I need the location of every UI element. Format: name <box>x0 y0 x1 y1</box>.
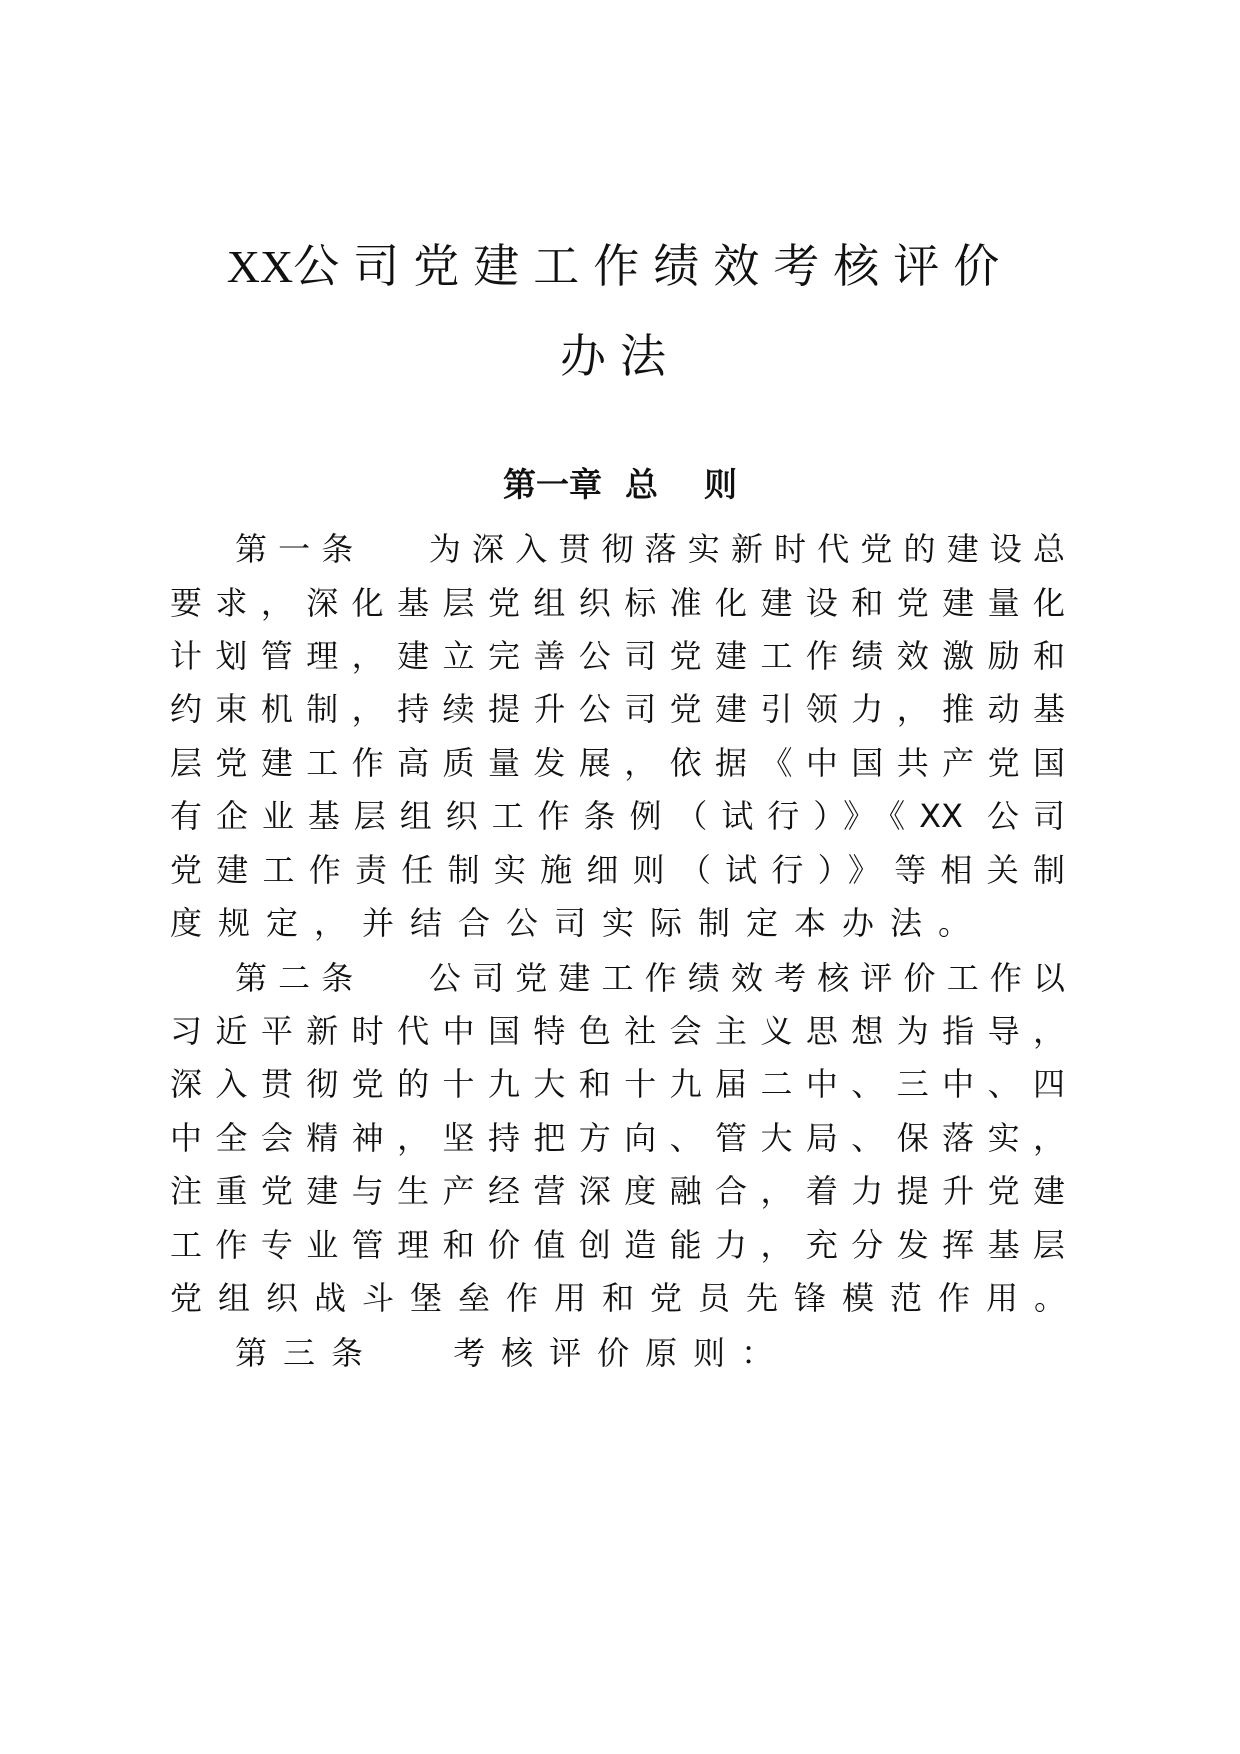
article-2-line-7: 党组织战斗堡垒作用和党员先锋模范作用。 <box>170 1279 1083 1317</box>
document-title-line-2: 办法 <box>560 329 680 383</box>
title-latin-prefix: XX <box>226 241 294 292</box>
article-1-line-2: 要求，深化基层党组织标准化建设和党建量化 <box>170 584 1065 622</box>
article-3-line-1: 第三条 考核评价原则： <box>235 1334 790 1372</box>
article-1-line-8: 度规定，并结合公司实际制定本办法。 <box>170 904 987 942</box>
article-2-line-2: 习近平新时代中国特色社会主义思想为指导， <box>170 1012 1065 1050</box>
article-1-line-1: 第一条 为深入贯彻落实新时代党的建设总 <box>235 530 1065 568</box>
article-2-line-3: 深入贯彻党的十九大和十九届二中、三中、四 <box>170 1065 1065 1103</box>
article-1-line-6: 有企业基层组织工作条例（试行）》《XX 公司 <box>170 797 1065 835</box>
chapter-heading: 第一章 总 则 <box>503 465 737 504</box>
article-2-line-4: 中全会精神，坚持把方向、管大局、保落实， <box>170 1119 1065 1157</box>
document-title-line-1: XX公司党建工作绩效考核评价 <box>226 239 1014 293</box>
article-2-line-1: 第二条 公司党建工作绩效考核评价工作以 <box>235 959 1065 997</box>
article-2-line-5: 注重党建与生产经营深度融合，着力提升党建 <box>170 1172 1065 1210</box>
article-1-line-7: 党建工作责任制实施细则（试行）》等相关制 <box>170 851 1065 889</box>
article-2-line-6: 工作专业管理和价值创造能力，充分发挥基层 <box>170 1226 1065 1264</box>
article-1-line-4: 约束机制，持续提升公司党建引领力，推动基 <box>170 690 1065 728</box>
article-1-line-5: 层党建工作高质量发展，依据《中国共产党国 <box>170 744 1065 782</box>
article-1-line-3: 计划管理，建立完善公司党建工作绩效激励和 <box>170 637 1065 675</box>
